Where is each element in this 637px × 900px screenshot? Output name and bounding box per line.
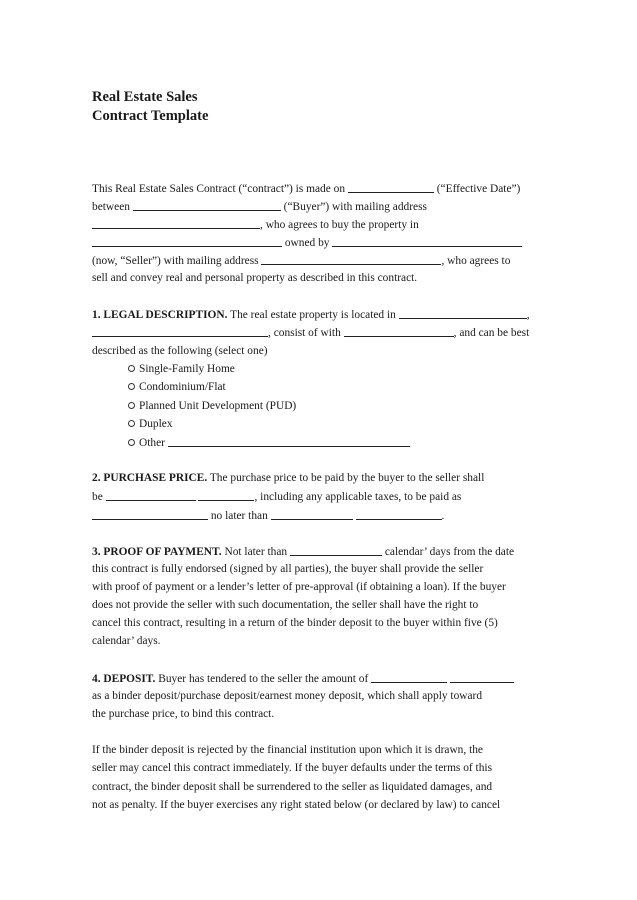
document-title [92, 88, 208, 125]
intro-line-2 [92, 199, 427, 214]
option-single-family[interactable] [128, 362, 235, 376]
section-text: . [441, 510, 445, 522]
paragraph-text: seller may cancel this contract immediately. If the buyer defaults under the terms of this [92, 762, 493, 774]
section-text: no later than [210, 510, 268, 522]
property-location-blank[interactable] [399, 307, 527, 319]
deposit-line-2 [92, 689, 482, 703]
intro-line-5 [92, 253, 510, 268]
payment-date-blank[interactable] [271, 508, 353, 520]
section-text: The purchase price to be paid by the buyer to the seller shall [209, 472, 485, 484]
legal-description-line-1 [92, 307, 530, 322]
section-text: , including any applicable taxes, to be paid as [254, 491, 462, 503]
default-paragraph-line-1 [92, 743, 483, 757]
intro-text: This Real Estate Sales Contract (“contract”) is made on [92, 183, 346, 195]
section-heading: 4. DEPOSIT. [92, 673, 156, 685]
title-line-1: Real Estate Sales [92, 89, 198, 105]
intro-text: (“Effective Date”) [436, 183, 521, 195]
paragraph-text: contract, the binder deposit shall be surrendered to the seller as liquidated damages, and [92, 781, 493, 793]
purchase-price-line-1 [92, 471, 484, 485]
option-label: Condominium/Flat [139, 381, 226, 393]
payment-method-blank[interactable] [92, 508, 208, 520]
intro-text: between [92, 201, 130, 213]
paragraph-text: If the binder deposit is rejected by the financial institution upon which it is drawn, the [92, 744, 483, 756]
option-label: Single-Family Home [139, 363, 235, 375]
section-text: calendar’ days from the date [384, 546, 515, 558]
radio-circle-icon[interactable] [128, 383, 135, 390]
section-text: , consist of with [268, 327, 341, 339]
section-text: does not provide the seller with such documentation, the seller shall have the right to [92, 599, 479, 611]
option-pud[interactable] [128, 399, 296, 413]
proof-of-payment-line-6 [92, 634, 161, 648]
intro-text: (now, “Seller”) with mailing address [92, 255, 259, 267]
proof-of-payment-line-5 [92, 616, 498, 630]
default-paragraph-line-4 [92, 798, 500, 812]
proof-of-payment-line-4 [92, 598, 478, 612]
other-property-type-blank[interactable] [168, 435, 410, 447]
deposit-amount-blank[interactable] [371, 671, 447, 683]
option-other[interactable] [128, 435, 410, 450]
section-text: Buyer has tendered to the seller the amount of [158, 673, 369, 685]
radio-circle-icon[interactable] [128, 365, 135, 372]
seller-address-blank[interactable] [261, 253, 441, 265]
payment-year-blank[interactable] [356, 508, 442, 520]
radio-circle-icon[interactable] [128, 420, 135, 427]
section-heading: 2. PURCHASE PRICE. [92, 472, 208, 484]
purchase-price-line-3 [92, 508, 444, 523]
section-text: the purchase price, to bind this contract. [92, 708, 275, 720]
section-text: , and can be best [453, 327, 530, 339]
section-text: as a binder deposit/purchase deposit/earnest money deposit, which shall apply toward [92, 690, 483, 702]
section-text: this contract is fully endorsed (signed by all parties), the buyer shall provide the seller [92, 563, 484, 575]
option-duplex[interactable] [128, 417, 173, 431]
seller-name-blank[interactable] [332, 235, 522, 247]
price-amount-blank[interactable] [106, 489, 196, 501]
purchase-price-line-2 [92, 489, 461, 504]
intro-text: owned by [284, 237, 330, 249]
section-text: described as the following (select one) [92, 345, 268, 357]
deposit-line-1 [92, 671, 514, 686]
section-text: cancel this contract, resulting in a return of the binder deposit to the buyer within five (5) [92, 617, 498, 629]
intro-text: (“Buyer”) with mailing address [283, 201, 427, 213]
section-text: with proof of payment or a lender’s letter of pre-approval (if obtaining a loan). If the buyer [92, 581, 506, 593]
section-heading: 1. LEGAL DESCRIPTION. [92, 309, 228, 321]
intro-line-4 [92, 235, 522, 250]
intro-line-6 [92, 271, 417, 285]
intro-line-3 [92, 217, 419, 232]
proof-of-payment-line-2 [92, 562, 483, 576]
property-location-blank[interactable] [92, 235, 282, 247]
option-label: Duplex [139, 418, 173, 430]
intro-text: , who agrees to [441, 255, 511, 267]
section-text: The real estate property is located in [230, 309, 396, 321]
legal-description-line-3 [92, 344, 268, 358]
intro-line-1 [92, 181, 520, 196]
section-text: be [92, 491, 103, 503]
section-text: calendar’ days. [92, 635, 161, 647]
option-label: Other [139, 437, 165, 449]
deposit-currency-blank[interactable] [450, 671, 514, 683]
price-currency-blank[interactable] [198, 489, 254, 501]
option-label: Planned Unit Development (PUD) [139, 400, 297, 412]
deposit-line-3 [92, 707, 274, 721]
property-features-blank[interactable] [344, 325, 454, 337]
option-condominium[interactable] [128, 380, 226, 394]
proof-days-blank[interactable] [290, 544, 382, 556]
section-text: Not later than [224, 546, 288, 558]
intro-text: sell and convey real and personal property as described in this contract. [92, 272, 418, 284]
section-text: , [526, 309, 530, 321]
proof-of-payment-line-1 [92, 544, 514, 559]
legal-description-line-2 [92, 325, 529, 340]
property-area-blank[interactable] [92, 325, 268, 337]
radio-circle-icon[interactable] [128, 402, 135, 409]
intro-text: , who agrees to buy the property in [260, 219, 419, 231]
paragraph-text: not as penalty. If the buyer exercises any right stated below (or declared by law) to cancel [92, 799, 501, 811]
radio-circle-icon[interactable] [128, 439, 135, 446]
proof-of-payment-line-3 [92, 580, 506, 594]
title-line-2: Contract Template [92, 107, 209, 124]
section-heading: 3. PROOF OF PAYMENT. [92, 546, 222, 558]
effective-date-blank[interactable] [348, 181, 434, 193]
default-paragraph-line-3 [92, 780, 492, 794]
default-paragraph-line-2 [92, 761, 492, 775]
buyer-address-blank[interactable] [92, 217, 260, 229]
buyer-name-blank[interactable] [133, 199, 281, 211]
